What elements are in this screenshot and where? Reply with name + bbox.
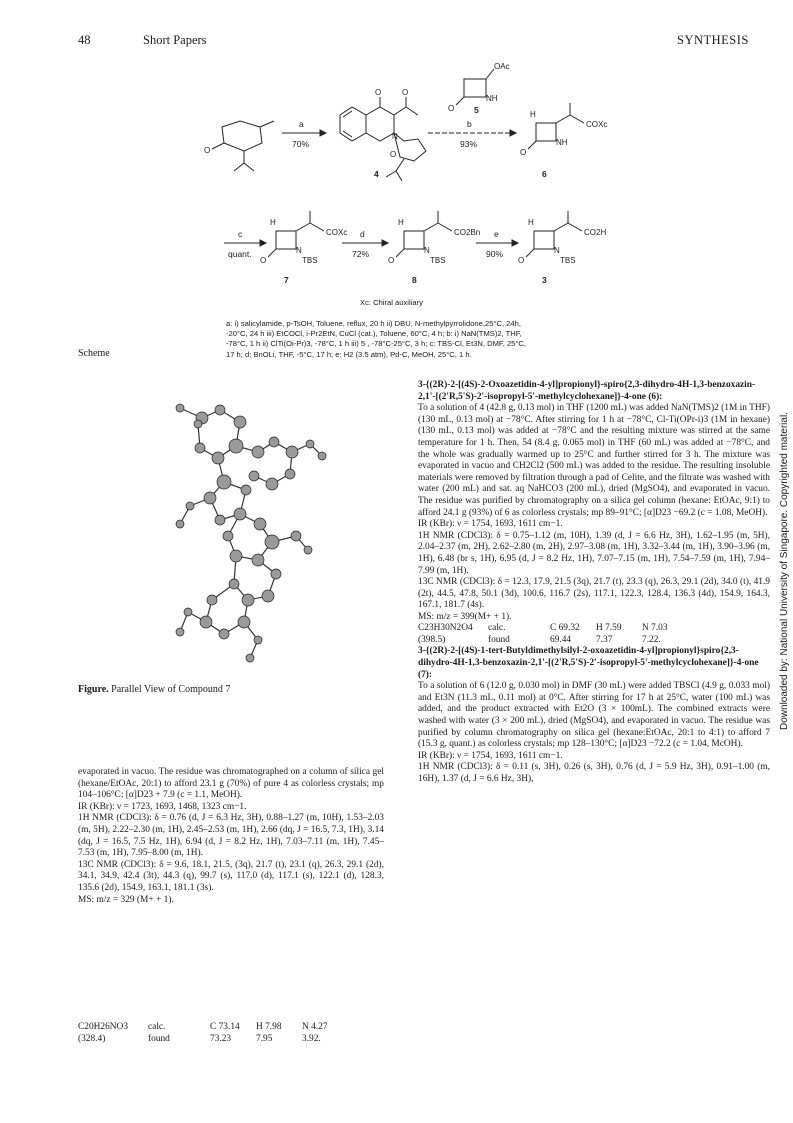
atom-o-3: O — [518, 256, 525, 265]
atom-tbs-7: TBS — [302, 256, 318, 265]
arrow-b-yield: 93% — [460, 139, 478, 149]
atom-tbs-3: TBS — [560, 256, 576, 265]
mw: (328.4) — [78, 1033, 106, 1044]
atom-tbs-8: TBS — [430, 256, 446, 265]
mw: (398.5) — [418, 634, 446, 645]
n-calc: N 7.03 — [642, 623, 668, 634]
reaction-scheme — [190, 55, 640, 315]
compound-6-title: 3-{(2R)-2-[(4S)-2-Oxoazetidin-4-yl]propionyl}-spiro{2,3-dihydro-4H-1,3-benzoxazin-2,1'-[(2'R,5'S)-2'-isopropyl-5'-methylcyclohexane]}-4-one (6): — [418, 380, 756, 402]
download-notice: Downloaded by: National University of Singapore. Copyrighted material. — [779, 412, 790, 730]
n-calc: N 4.27 — [302, 1022, 328, 1032]
ir-data-7: IR (KBr): ν = 1754, 1693, 1611 cm−1. — [418, 750, 563, 761]
atom-h-3: H — [528, 218, 534, 227]
ir-data-6: IR (KBr): ν = 1754, 1693, 1611 cm−1. — [418, 519, 563, 530]
c-nmr-data-6: 13C NMR (CDCl3): δ = 12.3, 17.9, 21.5 (3q), 21.7 (t), 23.3 (q), 26.3, 29.1 (2d), 34.0 (t), 41.9 (2t), 44.5, 47.8, 50.1 (3d), 100.6, 116.7 (2s), 117.1, 122.3, 128.4, 136.3 (4d), 154.9, 164.3, 167.1, 181.7 (4s). — [418, 577, 770, 611]
n-found: 7.22. — [642, 634, 661, 645]
azetidinone-3 — [534, 231, 554, 249]
formula: C20H26NO3 — [78, 1022, 129, 1032]
arrow-d-yield: 72% — [352, 249, 370, 259]
scheme-conditions — [226, 319, 726, 360]
journal-name: SYNTHESIS — [677, 33, 749, 47]
atom-co2bn-8: CO2Bn — [454, 228, 481, 237]
atom-nh-6: NH — [556, 138, 568, 147]
elemental-analysis-4 — [78, 1022, 352, 1045]
azetidinone-7 — [276, 231, 296, 249]
compound-label-6: 6 — [542, 169, 547, 179]
h-nmr-data-7: 1H NMR (CDCl3): δ = 0.11 (s, 3H), 0.26 (s, 3H), 0.76 (d, J = 5.9 Hz, 3H), 0.91–1.00 (m, 16H), 1.37 (d, J = 6.6 Hz, 3H), — [418, 762, 770, 784]
atom-o-4: O — [375, 88, 382, 97]
c-found: 69.44 — [550, 634, 572, 645]
compound-label-7: 7 — [284, 275, 289, 285]
calc-label: calc. — [488, 623, 506, 634]
arrow-a-letter: a — [299, 119, 304, 129]
figure-label: Figure. — [78, 684, 109, 695]
compound-label-5: 5 — [474, 105, 479, 115]
menthone-ring — [222, 121, 262, 151]
n-found: 3.92. — [302, 1033, 321, 1044]
found-label: found — [488, 634, 510, 645]
conditions-line: -20°C, 24 h iii) EtCOCl, i-Pr2EtN, CuCl (cat.), Toluene, 60°C, 4 h; b: i) NaN(TMS)2, THF, — [226, 329, 522, 339]
arrow-c-letter: c — [238, 229, 243, 239]
atom-o-7: O — [260, 256, 267, 265]
scheme-label: Scheme — [78, 348, 110, 359]
atom-n-7: N — [296, 246, 302, 255]
atom-oac: OAc — [494, 62, 510, 71]
conditions-line: 17 h; d: BnOLi, THF, -5°C, 17 h; e: H2 (3.5 atm), Pd-C, MeOH, 25°C, 1 h. — [226, 349, 472, 359]
atoms — [176, 404, 326, 662]
found-label: found — [148, 1033, 170, 1044]
azetidinone-8 — [404, 231, 424, 249]
section-title: Short Papers — [143, 33, 207, 47]
c-calc: C 69.32 — [550, 623, 580, 634]
h-calc: H 7.98 — [256, 1022, 282, 1032]
h-nmr-data-6: 1H NMR (CDCl3): δ = 0.75–1.12 (m, 10H), 1.39 (d, J = 6.6 Hz, 3H), 1.62–1.95 (m, 5H), 2.04–2.37 (m, 2H), 2.62–2.80 (m, 2H), 2.97–3.08 (m, 1H), 3.32–3.44 (m, 1H), 3.90–3.96 (m, 1H), 6.48 (br s, 1H), 6.95 (d, J = 8.2 Hz, 1H), 7.07–7.15 (m, 1H), 7.54–7.59 (m, 1H), 7.94–7.99 (m, 1H). — [418, 530, 770, 576]
ms-data: MS: m/z = 329 (M+ + 1). — [78, 894, 174, 905]
h-found: 7.95 — [256, 1033, 273, 1044]
right-column-text — [418, 380, 770, 786]
paragraph: evaporated in vacuo. The residue was chromatographed on a column of silica gel (hexane/EtOAc, 20:1) to afford 23.1 g (70%) of pure 4 as colorless crystals; mp 104–106°C; [α]D23 + 7.9 (c = 1.1, MeOH). — [78, 767, 384, 801]
atom-o-5: O — [448, 104, 455, 113]
atom-co2h-3: CO2H — [584, 228, 607, 237]
atom-coxc-6: COXc — [586, 120, 608, 129]
arrow-b-letter: b — [467, 119, 472, 129]
arrow-d-letter: d — [360, 229, 365, 239]
compound-label-4: 4 — [374, 169, 379, 179]
h-calc: H 7.59 — [596, 623, 622, 634]
arrow-a-yield: 70% — [292, 139, 310, 149]
page-number: 48 — [78, 33, 91, 47]
compound-label-8: 8 — [412, 275, 417, 285]
elemental-analysis-6 — [418, 623, 770, 646]
azetidinone-6 — [536, 123, 556, 141]
crystal-structure-figure — [140, 378, 340, 678]
atom-h-7: H — [270, 218, 276, 227]
arrow-e-letter: e — [494, 229, 499, 239]
c-calc: C 73.14 — [210, 1022, 240, 1032]
atom-h-8: H — [398, 218, 404, 227]
atom-o-8: O — [388, 256, 395, 265]
atom-coxc-7: COXc — [326, 228, 348, 237]
compound-label-3: 3 — [542, 275, 547, 285]
atom-o-menthone: O — [204, 146, 211, 155]
atom-h-6: H — [530, 110, 536, 119]
conditions-line: -78°C, 1 h ii) ClTi(Oi-Pr)3, -78°C, 1 h iii) 5 , -78°C-25°C, 3 h; c: TBS-Cl, Et3N, DMF, 25°C, — [226, 339, 527, 349]
h-found: 7.37 — [596, 634, 613, 645]
compound-7-title: 3-{(2R)-2-[(4S)-1-tert-Butyldimethylsilyl-2-oxoazetidin-4-yl]propionyl}spiro{2,3-dihydro-4H-1,3-benzoxazin-2,1'-[(2'R,5'S)-2'-isopropyl-5'-methylcyclohexane]}-4-one (7): — [418, 646, 759, 680]
h-nmr-data: 1H NMR (CDCl3): δ = 0.76 (d, J = 6.3 Hz, 3H), 0.88–1.27 (m, 10H), 1.53–2.03 (m, 5H), 2.22–2.30 (m, 1H), 2.45–2.53 (m, 1H), 2.66 (dq, J = 16.5, 7.3, 1H), 3.14 (dq, J = 16.5, 7.5 Hz, 1H), 6.94 (d, J = 8.2 Hz, 1H), 7.03–7.11 (m, 1H), 7.45–7.53 (m, 1H), 7.95–8.00 (m, 1H). — [78, 813, 384, 859]
c-found: 73.23 — [210, 1033, 232, 1044]
atom-o-ring-4: O — [390, 150, 397, 159]
formula: C23H30N2O4 — [418, 623, 473, 634]
figure-caption-text: Parallel View of Compound 7 — [111, 684, 231, 695]
c-nmr-data: 13C NMR (CDCl3): δ = 9.6, 18.1, 21.5, (3q), 21.7 (t), 23.1 (q), 26.3, 29.1 (2d), 34.1, 34.9, 42.4 (3t), 44.3 (q), 99.7 (s), 117.0 (d), 117.1 (s), 122.1 (d), 128.3, 135.6 (2d), 154.9, 163.1, 181.1 (3s). — [78, 859, 384, 893]
atom-nh-5: NH — [486, 94, 498, 103]
atom-n-8: N — [424, 246, 430, 255]
arrow-c-yield: quant. — [228, 249, 252, 259]
left-column-text — [78, 767, 384, 906]
atom-o-acyl: O — [402, 88, 409, 97]
azetidinone-5 — [464, 79, 486, 97]
atom-o-6: O — [520, 148, 527, 157]
atom-n-3: N — [554, 246, 560, 255]
procedure-7: To a solution of 6 (12.0 g, 0.030 mol) in DMF (30 mL) were added TBSCl (4.9 g, 0.033 mol) and Et3N (11.3 mL, 0.11 mol) at 0°C. After stirring for 17 h at 25°C, water (100 mL) was added, and the product extracted with Et2O (3 × 100mL). The combined extracts were washed with water (3 × 200 mL), dried (MgSO4), and evaporated in vacuo. The residue was purified by column chromatography on silica gel (hexane:EtOAc, 20:1 to 4:1) to afford 7 (15.3 g, quant.) as colorless crystals; mp 128–130°C; [α]D23 −72.2 (c = 1.04, McOH). — [418, 681, 770, 750]
chiral-auxiliary-note: Xc: Chiral auxiliary — [360, 298, 423, 307]
atom-n-4: N — [392, 132, 398, 141]
calc-label: calc. — [148, 1022, 166, 1032]
procedure-6: To a solution of 4 (42.8 g, 0.13 mol) in THF (1200 mL) was added NaN(TMS)2 (1M in THF) (130 mL, 0.13 mol) at −78°C. After stirring for 1 h at −78°C, Cl-Ti(OPr-i)3 (1M in hexane) (130 mL, 0.13 mol) was added at −78°C and the resulting mixture was stirred at the same temperature for 1 h. Then, 54 (8.4 g, 0.065 mol) in THF (60 mL) was added at −78°C, and the whole was gradually warmed up to 25°C and further stirred for 3 h. The mixture was evaporated in vacuo and CH2Cl2 (500 mL) was added to the residue. The resulting insoluble materials were removed by filtration through a pad of Celite, and the filtrate was washed with water (200 mL) and sat. aq NaHCO3 (200 mL), dried (MgSO4), and evaporated in vacuo. The residue was purified by chromatography on a silica gel column (hexane: EtOAc, 9:1) to afford 24.1 g (93%) of 6 as colorless crystals; mp 89–91°C; [α]D23 −69.2 (c = 1.08, MeOH). — [418, 403, 770, 518]
figure-caption — [78, 684, 230, 695]
benzoxazine-benzene — [340, 107, 366, 141]
ms-data-6: MS: m/z = 399(M+ + 1). — [418, 611, 512, 622]
arrow-e-yield: 90% — [486, 249, 504, 259]
conditions-line: a: i) salicylamide, p-TsOH, Toluene, reflux, 20 h ii) DBU, N-methylpyrrolidone,25°C, 24h, — [226, 319, 521, 328]
ir-data: IR (KBr): ν = 1723, 1693, 1468, 1323 cm−1. — [78, 801, 247, 812]
